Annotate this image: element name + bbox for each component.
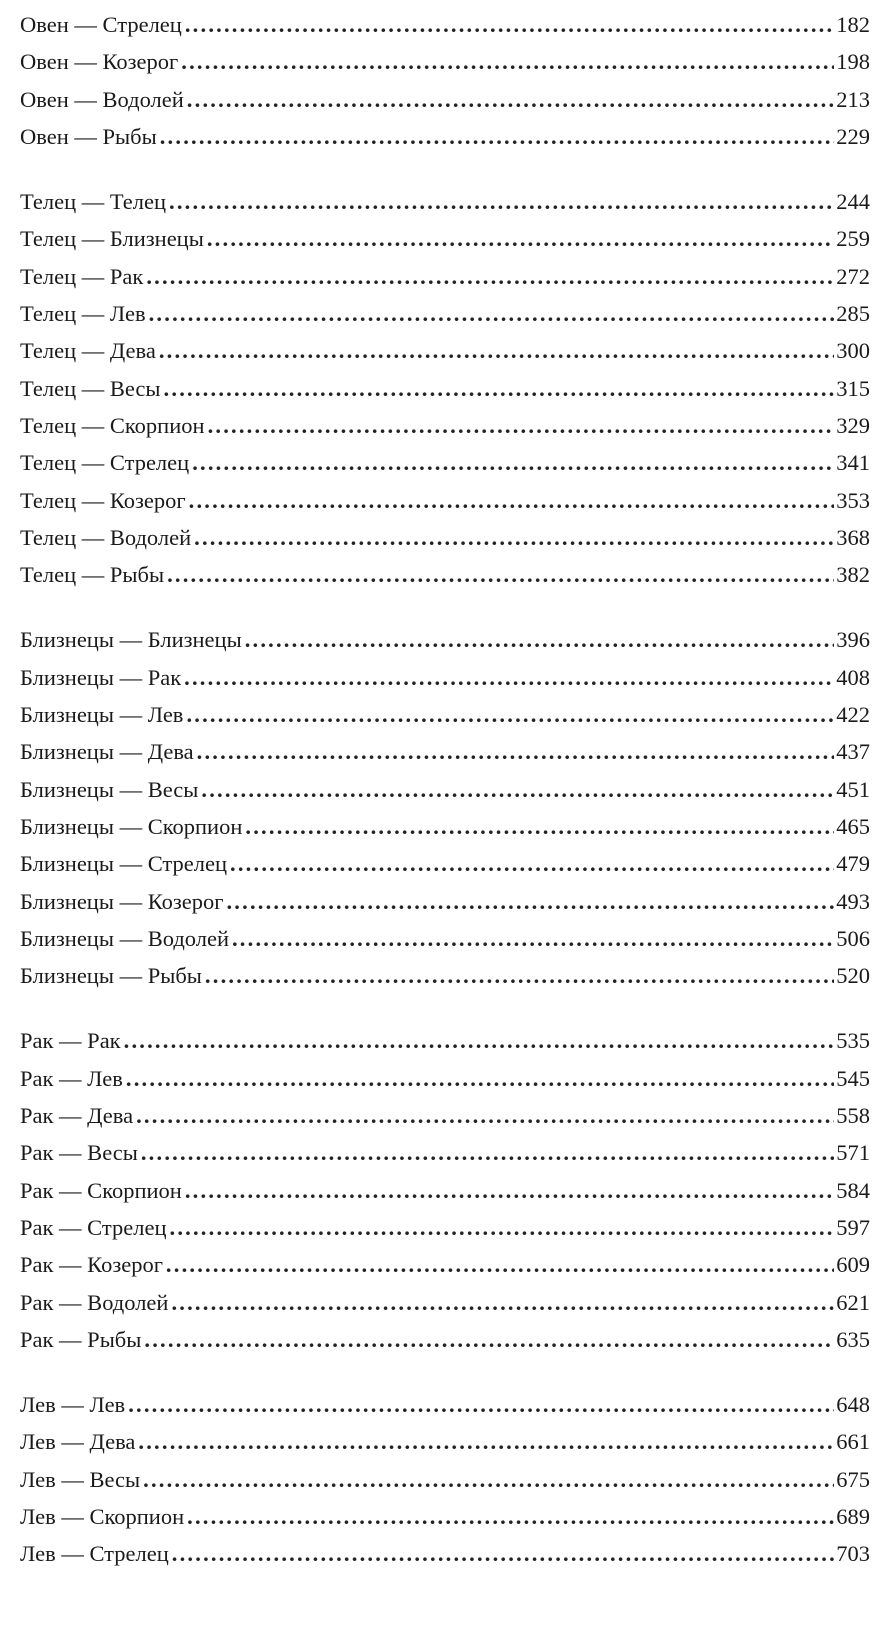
toc-entry-title: Телец — Весы bbox=[20, 375, 161, 401]
toc-entry-title: Лев — Дева bbox=[20, 1429, 136, 1455]
dot-leader bbox=[143, 1461, 834, 1498]
toc-entry[interactable] bbox=[20, 1386, 870, 1423]
toc-entry-title: Лев — Весы bbox=[20, 1466, 141, 1492]
toc-entry-page-number: 285 bbox=[836, 301, 870, 327]
toc-entry-page-number: 368 bbox=[836, 524, 870, 550]
toc-entry-page-number: 545 bbox=[836, 1065, 870, 1091]
dot-leader bbox=[186, 696, 834, 733]
dot-leader bbox=[226, 883, 834, 920]
toc-entry-page-number: 315 bbox=[836, 375, 870, 401]
dot-leader bbox=[167, 556, 834, 593]
toc-entry-title: Близнецы — Водолей bbox=[20, 925, 229, 951]
toc-group bbox=[20, 183, 870, 593]
toc-entry-title: Телец — Рак bbox=[20, 263, 144, 289]
toc-entry-page-number: 229 bbox=[836, 123, 870, 149]
toc-entry[interactable] bbox=[20, 696, 870, 733]
toc-entry[interactable] bbox=[20, 519, 870, 556]
toc-entry-page-number: 422 bbox=[836, 702, 870, 728]
toc-entry[interactable] bbox=[20, 220, 870, 257]
toc-entry[interactable] bbox=[20, 845, 870, 882]
toc-entry-title: Рак — Дева bbox=[20, 1103, 134, 1129]
dot-leader bbox=[171, 1284, 834, 1321]
toc-entry-title: Лев — Лев bbox=[20, 1392, 126, 1418]
toc-entry-title: Рак — Лев bbox=[20, 1065, 123, 1091]
dot-leader bbox=[126, 1060, 834, 1097]
toc-entry-title: Телец — Водолей bbox=[20, 524, 192, 550]
toc-entry[interactable] bbox=[20, 883, 870, 920]
toc-entry-title: Телец — Стрелец bbox=[20, 450, 190, 476]
toc-entry-title: Близнецы — Близнецы bbox=[20, 627, 242, 653]
toc-entry-page-number: 408 bbox=[836, 664, 870, 690]
toc-entry-page-number: 259 bbox=[836, 226, 870, 252]
toc-entry-page-number: 648 bbox=[836, 1392, 870, 1418]
toc-entry-title: Рак — Скорпион bbox=[20, 1177, 182, 1203]
toc-entry[interactable] bbox=[20, 957, 870, 994]
toc-entry[interactable] bbox=[20, 6, 870, 43]
toc-entry-page-number: 244 bbox=[836, 189, 870, 215]
dot-leader bbox=[201, 771, 834, 808]
toc-entry[interactable] bbox=[20, 258, 870, 295]
toc-entry-page-number: 341 bbox=[836, 450, 870, 476]
toc-entry-page-number: 609 bbox=[836, 1252, 870, 1278]
toc-entry-page-number: 597 bbox=[836, 1214, 870, 1240]
toc-entry-title: Рак — Водолей bbox=[20, 1289, 169, 1315]
toc-entry[interactable] bbox=[20, 1498, 870, 1535]
toc-group bbox=[20, 1022, 870, 1358]
toc-entry-title: Близнецы — Скорпион bbox=[20, 813, 243, 839]
toc-entry[interactable] bbox=[20, 183, 870, 220]
toc-entry-title: Близнецы — Стрелец bbox=[20, 851, 228, 877]
toc-entry[interactable] bbox=[20, 1209, 870, 1246]
toc-entry-title: Рак — Козерог bbox=[20, 1252, 163, 1278]
toc-entry[interactable] bbox=[20, 659, 870, 696]
dot-leader bbox=[208, 407, 835, 444]
toc-entry-page-number: 465 bbox=[836, 813, 870, 839]
toc-entry[interactable] bbox=[20, 295, 870, 332]
dot-leader bbox=[197, 733, 835, 770]
toc-entry[interactable] bbox=[20, 1022, 870, 1059]
toc-entry-page-number: 182 bbox=[836, 12, 870, 37]
toc-entry-title: Телец — Близнецы bbox=[20, 226, 204, 252]
dot-leader bbox=[141, 1134, 834, 1171]
toc-entry[interactable] bbox=[20, 1060, 870, 1097]
toc-entry-title: Близнецы — Козерог bbox=[20, 888, 224, 914]
toc-entry[interactable] bbox=[20, 1461, 870, 1498]
table-of-contents bbox=[20, 6, 870, 1573]
toc-entry-page-number: 689 bbox=[836, 1503, 870, 1529]
toc-group bbox=[20, 6, 870, 155]
toc-entry-title: Телец — Дева bbox=[20, 338, 156, 364]
toc-entry-page-number: 479 bbox=[836, 851, 870, 877]
toc-entry-page-number: 675 bbox=[836, 1466, 870, 1492]
toc-entry-title: Овен — Стрелец bbox=[20, 12, 182, 37]
toc-entry[interactable] bbox=[20, 43, 870, 80]
toc-entry[interactable] bbox=[20, 1097, 870, 1134]
toc-entry-page-number: 661 bbox=[836, 1429, 870, 1455]
dot-leader bbox=[184, 659, 834, 696]
toc-entry-page-number: 635 bbox=[836, 1326, 870, 1352]
dot-leader bbox=[160, 118, 835, 155]
toc-entry-page-number: 520 bbox=[836, 963, 870, 989]
toc-entry[interactable] bbox=[20, 733, 870, 770]
toc-entry[interactable] bbox=[20, 621, 870, 658]
dot-leader bbox=[185, 1172, 834, 1209]
toc-entry-page-number: 329 bbox=[836, 412, 870, 438]
toc-entry[interactable] bbox=[20, 444, 870, 481]
dot-leader bbox=[146, 258, 834, 295]
dot-leader bbox=[181, 43, 834, 80]
toc-entry-page-number: 584 bbox=[836, 1177, 870, 1203]
toc-entry-page-number: 272 bbox=[836, 263, 870, 289]
dot-leader bbox=[144, 1321, 834, 1358]
dot-leader bbox=[194, 519, 834, 556]
toc-entry-title: Близнецы — Рыбы bbox=[20, 963, 202, 989]
toc-entry-page-number: 300 bbox=[836, 338, 870, 364]
toc-group bbox=[20, 1386, 870, 1572]
toc-entry-title: Рак — Стрелец bbox=[20, 1214, 167, 1240]
toc-entry[interactable] bbox=[20, 808, 870, 845]
toc-entry-page-number: 493 bbox=[836, 888, 870, 914]
toc-entry-title: Рак — Рак bbox=[20, 1028, 121, 1054]
toc-entry[interactable] bbox=[20, 118, 870, 155]
dot-leader bbox=[189, 482, 835, 519]
toc-entry-title: Рак — Рыбы bbox=[20, 1326, 142, 1352]
dot-leader bbox=[232, 920, 834, 957]
toc-entry[interactable] bbox=[20, 1423, 870, 1460]
toc-entry[interactable] bbox=[20, 482, 870, 519]
toc-entry-page-number: 506 bbox=[836, 925, 870, 951]
toc-entry-title: Близнецы — Весы bbox=[20, 776, 199, 802]
toc-entry-title: Лев — Скорпион bbox=[20, 1503, 185, 1529]
toc-entry-page-number: 382 bbox=[836, 562, 870, 588]
toc-entry[interactable] bbox=[20, 556, 870, 593]
dot-leader bbox=[166, 1246, 834, 1283]
dot-leader bbox=[205, 957, 834, 994]
toc-entry-title: Близнецы — Лев bbox=[20, 702, 184, 728]
toc-entry[interactable] bbox=[20, 332, 870, 369]
dot-leader bbox=[245, 808, 834, 845]
dot-leader bbox=[128, 1386, 834, 1423]
dot-leader bbox=[245, 621, 835, 658]
toc-entry-title: Близнецы — Рак bbox=[20, 664, 182, 690]
toc-entry-page-number: 198 bbox=[836, 49, 870, 75]
toc-entry-page-number: 353 bbox=[836, 487, 870, 513]
toc-entry-title: Телец — Телец bbox=[20, 189, 167, 215]
toc-entry-page-number: 571 bbox=[836, 1140, 870, 1166]
toc-entry[interactable] bbox=[20, 1134, 870, 1171]
toc-entry-title: Рак — Весы bbox=[20, 1140, 138, 1166]
toc-entry-page-number: 621 bbox=[836, 1289, 870, 1315]
dot-leader bbox=[136, 1097, 834, 1134]
toc-entry-title: Телец — Лев bbox=[20, 301, 146, 327]
toc-entry[interactable] bbox=[20, 1246, 870, 1283]
toc-entry-page-number: 535 bbox=[836, 1028, 870, 1054]
toc-entry[interactable] bbox=[20, 1535, 870, 1572]
toc-entry-title: Близнецы — Дева bbox=[20, 739, 194, 765]
dot-leader bbox=[172, 1535, 834, 1572]
toc-entry[interactable] bbox=[20, 407, 870, 444]
toc-entry-title: Телец — Скорпион bbox=[20, 412, 205, 438]
toc-entry[interactable] bbox=[20, 920, 870, 957]
dot-leader bbox=[164, 370, 835, 407]
toc-entry[interactable] bbox=[20, 1172, 870, 1209]
toc-entry-title: Овен — Водолей bbox=[20, 86, 184, 112]
toc-entry-page-number: 437 bbox=[836, 739, 870, 765]
dot-leader bbox=[187, 1498, 834, 1535]
dot-leader bbox=[159, 332, 834, 369]
dot-leader bbox=[170, 1209, 835, 1246]
dot-leader bbox=[124, 1022, 835, 1059]
toc-entry-title: Овен — Рыбы bbox=[20, 123, 157, 149]
toc-entry[interactable] bbox=[20, 771, 870, 808]
toc-entry-page-number: 396 bbox=[836, 627, 870, 653]
toc-entry-page-number: 703 bbox=[836, 1541, 870, 1567]
toc-entry-page-number: 451 bbox=[836, 776, 870, 802]
dot-leader bbox=[149, 295, 835, 332]
toc-entry-title: Лев — Стрелец bbox=[20, 1541, 169, 1567]
dot-leader bbox=[192, 444, 834, 481]
toc-group bbox=[20, 621, 870, 994]
dot-leader bbox=[187, 81, 834, 118]
toc-entry-title: Телец — Рыбы bbox=[20, 562, 165, 588]
dot-leader bbox=[185, 6, 834, 43]
toc-entry[interactable] bbox=[20, 1284, 870, 1321]
dot-leader bbox=[169, 183, 834, 220]
toc-entry-title: Телец — Козерог bbox=[20, 487, 186, 513]
toc-entry-page-number: 213 bbox=[836, 86, 870, 112]
toc-entry[interactable] bbox=[20, 1321, 870, 1358]
dot-leader bbox=[138, 1423, 834, 1460]
toc-entry-title: Овен — Козерог bbox=[20, 49, 179, 75]
toc-entry[interactable] bbox=[20, 81, 870, 118]
toc-entry-page-number: 558 bbox=[836, 1103, 870, 1129]
dot-leader bbox=[207, 220, 834, 257]
dot-leader bbox=[230, 845, 834, 882]
toc-entry[interactable] bbox=[20, 370, 870, 407]
